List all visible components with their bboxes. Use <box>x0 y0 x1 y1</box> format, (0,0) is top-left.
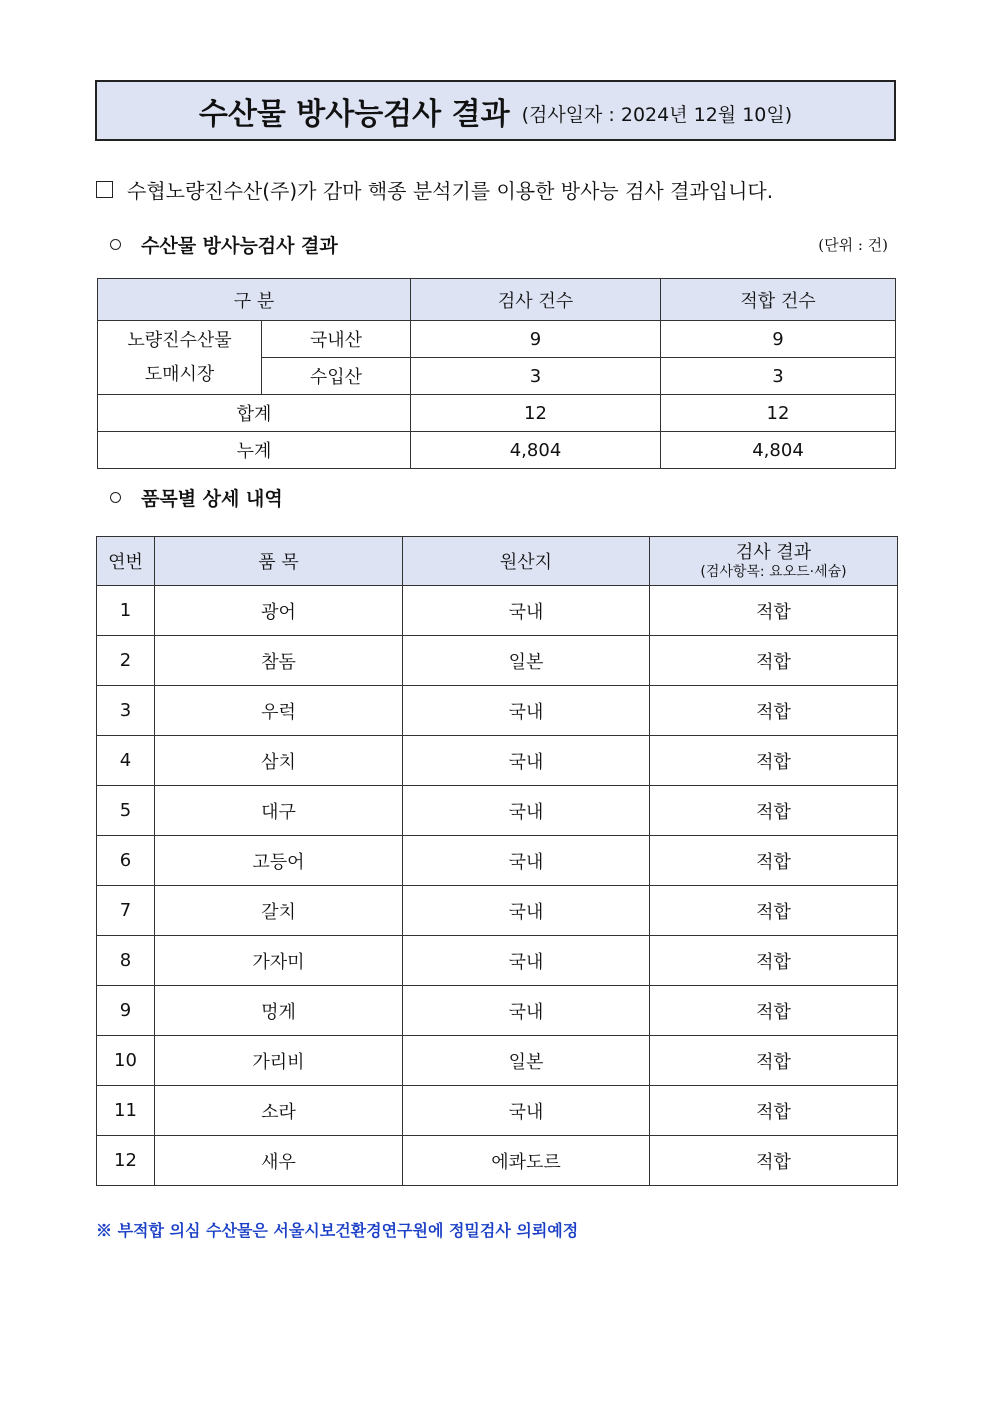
row-origin: 국내 <box>403 686 650 736</box>
row-origin: 국내 <box>403 736 650 786</box>
table-row <box>97 986 898 1036</box>
row-passed: 3 <box>661 358 896 395</box>
row-item: 가리비 <box>155 1036 403 1086</box>
total-inspected: 12 <box>411 395 661 432</box>
table-row <box>97 886 898 936</box>
row-origin: 국내 <box>403 836 650 886</box>
section1-heading <box>110 231 338 258</box>
row-item: 광어 <box>155 586 403 636</box>
row-origin: 국내 <box>403 1086 650 1136</box>
inspection-date: (검사일자 : 2024년 12월 10일) <box>521 104 793 126</box>
row-result: 적합 <box>650 1136 898 1186</box>
total-label: 합계 <box>98 395 411 432</box>
unit-label: (단위 : 건) <box>818 236 888 254</box>
cumulative-inspected: 4,804 <box>411 432 661 469</box>
row-item: 갈치 <box>155 886 403 936</box>
row-item: 우럭 <box>155 686 403 736</box>
row-label: 수입산 <box>262 358 411 395</box>
header-origin: 원산지 <box>403 537 650 586</box>
circle-bullet-icon <box>110 492 121 503</box>
row-no: 6 <box>97 836 155 886</box>
table-row <box>97 586 898 636</box>
table-row <box>97 1036 898 1086</box>
header-item: 품 목 <box>155 537 403 586</box>
row-origin: 일본 <box>403 636 650 686</box>
row-no: 8 <box>97 936 155 986</box>
table-row <box>97 836 898 886</box>
row-origin: 일본 <box>403 1036 650 1086</box>
row-result: 적합 <box>650 836 898 886</box>
header-result-sub: (검사항목: 요오드·세슘) <box>700 564 847 580</box>
table-row <box>98 321 896 358</box>
header-result-main: 검사 결과 <box>735 542 812 563</box>
total-row <box>98 395 896 432</box>
header-no: 연번 <box>97 537 155 586</box>
cumulative-label: 누계 <box>98 432 411 469</box>
row-origin: 국내 <box>403 986 650 1036</box>
market-label-line2: 도매시장 <box>144 363 215 385</box>
market-label-line1: 노량진수산물 <box>127 329 232 351</box>
table-row <box>97 1136 898 1186</box>
row-result: 적합 <box>650 1036 898 1086</box>
header-inspected: 검사 건수 <box>411 279 661 321</box>
row-result: 적합 <box>650 936 898 986</box>
row-no: 11 <box>97 1086 155 1136</box>
header-result <box>650 537 898 586</box>
row-result: 적합 <box>650 1086 898 1136</box>
row-inspected: 3 <box>411 358 661 395</box>
row-item: 새우 <box>155 1136 403 1186</box>
row-no: 9 <box>97 986 155 1036</box>
row-origin: 국내 <box>403 886 650 936</box>
footnote: ※ 부적합 의심 수산물은 서울시보건환경연구원에 정밀검사 의뢰예정 <box>96 1221 579 1240</box>
intro-line <box>96 175 773 204</box>
row-no: 4 <box>97 736 155 786</box>
row-no: 2 <box>97 636 155 686</box>
row-item: 참돔 <box>155 636 403 686</box>
detail-table <box>96 536 898 1186</box>
row-no: 3 <box>97 686 155 736</box>
row-label: 국내산 <box>262 321 411 358</box>
header-passed: 적합 건수 <box>661 279 896 321</box>
row-no: 10 <box>97 1036 155 1086</box>
title-box <box>95 80 896 141</box>
row-result: 적합 <box>650 736 898 786</box>
row-inspected: 9 <box>411 321 661 358</box>
row-item: 가자미 <box>155 936 403 986</box>
row-item: 멍게 <box>155 986 403 1036</box>
row-item: 소라 <box>155 1086 403 1136</box>
row-no: 12 <box>97 1136 155 1186</box>
table-row <box>97 736 898 786</box>
row-origin: 국내 <box>403 786 650 836</box>
summary-table <box>97 278 896 469</box>
checkbox-icon <box>96 181 113 198</box>
summary-header-row <box>98 279 896 321</box>
table-row <box>97 636 898 686</box>
row-result: 적합 <box>650 686 898 736</box>
row-result: 적합 <box>650 886 898 936</box>
section2-heading-text: 품목별 상세 내역 <box>141 488 283 510</box>
table-row <box>97 786 898 836</box>
table-row <box>97 936 898 986</box>
section2-heading <box>110 484 283 511</box>
row-no: 5 <box>97 786 155 836</box>
section1-heading-text: 수산물 방사능검사 결과 <box>141 235 338 257</box>
row-result: 적합 <box>650 786 898 836</box>
row-result: 적합 <box>650 986 898 1036</box>
row-origin: 에콰도르 <box>403 1136 650 1186</box>
row-origin: 국내 <box>403 936 650 986</box>
row-origin: 국내 <box>403 586 650 636</box>
row-result: 적합 <box>650 636 898 686</box>
cumulative-row <box>98 432 896 469</box>
detail-body <box>97 586 898 1186</box>
row-item: 고등어 <box>155 836 403 886</box>
row-result: 적합 <box>650 586 898 636</box>
row-no: 1 <box>97 586 155 636</box>
detail-header-row <box>97 537 898 586</box>
market-label <box>98 321 262 395</box>
row-passed: 9 <box>661 321 896 358</box>
row-item: 대구 <box>155 786 403 836</box>
table-row <box>97 686 898 736</box>
row-item: 삼치 <box>155 736 403 786</box>
cumulative-passed: 4,804 <box>661 432 896 469</box>
page-title: 수산물 방사능검사 결과 <box>198 96 510 132</box>
header-category: 구 분 <box>98 279 411 321</box>
row-no: 7 <box>97 886 155 936</box>
table-row <box>97 1086 898 1136</box>
circle-bullet-icon <box>110 239 121 250</box>
intro-text: 수협노량진수산(주)가 감마 핵종 분석기를 이용한 방사능 검사 결과입니다. <box>127 179 774 203</box>
total-passed: 12 <box>661 395 896 432</box>
